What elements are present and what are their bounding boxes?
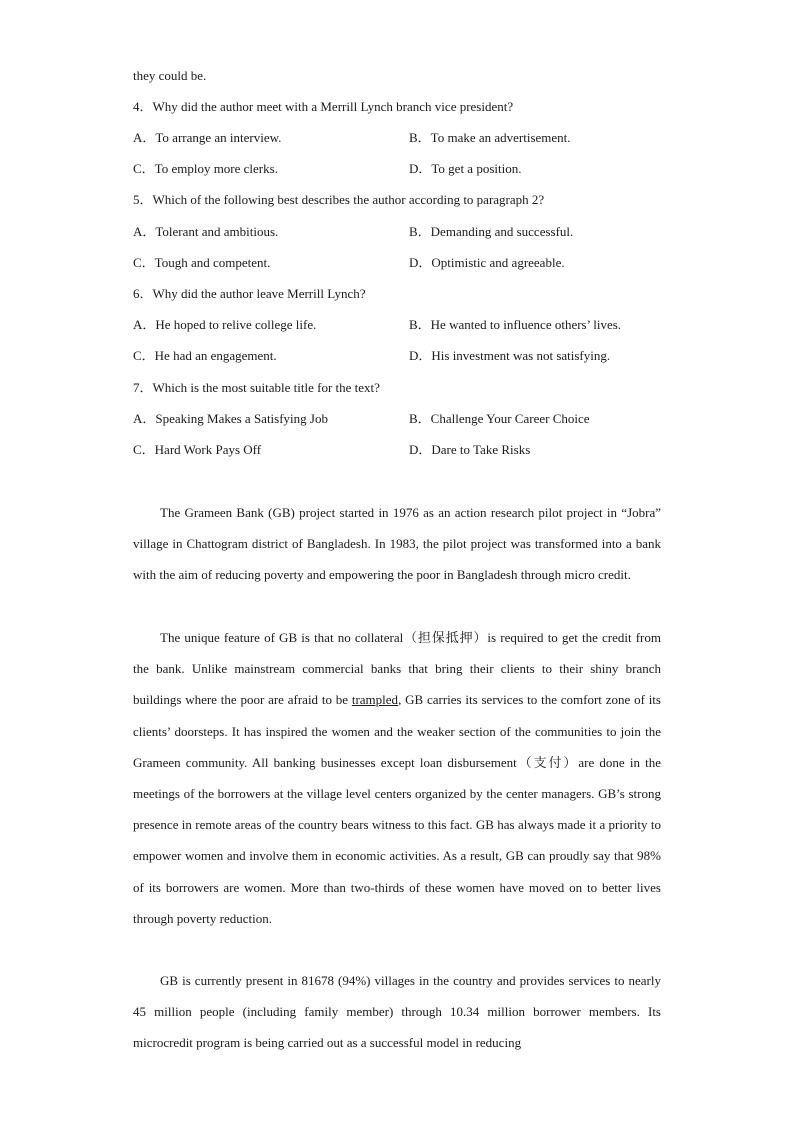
question-4-option-d: D．To get a position. <box>409 161 522 176</box>
intro-tail-text: they could be. <box>133 68 207 83</box>
question-5-option-a: A．Tolerant and ambitious. <box>133 224 279 239</box>
underlined-word-trampled: trampled <box>351 692 399 708</box>
question-7-option-c: C．Hard Work Pays Off <box>133 442 262 457</box>
passage-paragraph-1: The Grameen Bank (GB) project started in 1976 as an action research pilot project in “Jobra” village in Chattogram district of Bangladesh. In 1983, the pilot project was transformed into a bank with the aim of reducing poverty and empowering the poor in Bangladesh through micro credit. <box>133 505 661 583</box>
passage-paragraph-2-part-a: The unique feature of GB is that no collateral（担保抵押）is required to get the credit from the bank. Unlike mainstream commercial banks that bring their clients to their shiny branch buildings where the poor are afraid to be <box>133 630 661 708</box>
question-5-stem: 5．Which of the following best describes the author according to paragraph 2? <box>133 192 545 207</box>
question-5-option-b: B．Demanding and successful. <box>409 224 574 239</box>
question-7-stem: 7．Which is the most suitable title for the text? <box>133 380 380 395</box>
question-7-option-a: A．Speaking Makes a Satisfying Job <box>133 411 328 426</box>
question-4-option-b: B．To make an advertisement. <box>409 130 571 145</box>
passage-paragraph-3: GB is currently present in 81678 (94%) villages in the country and provides services to nearly 45 million people (including family member) through 10.34 million borrower members. Its microcredit program is being carried out as a successful model in reducing <box>133 973 661 1051</box>
passage-paragraph-2 <box>133 622 661 934</box>
question-4-stem: 4．Why did the author meet with a Merrill Lynch branch vice president? <box>133 99 514 114</box>
question-6-option-c: C．He had an engagement. <box>133 348 277 363</box>
question-6-option-a: A．He hoped to relive college life. <box>133 317 317 332</box>
question-5-option-d: D．Optimistic and agreeable. <box>409 255 565 270</box>
question-6-option-b: B．He wanted to influence others’ lives. <box>409 317 622 332</box>
question-5-option-c: C．Tough and competent. <box>133 255 271 270</box>
question-7-option-b: B．Challenge Your Career Choice <box>409 411 590 426</box>
question-7-option-d: D．Dare to Take Risks <box>409 442 531 457</box>
question-4-option-a: A．To arrange an interview. <box>133 130 282 145</box>
question-6-stem: 6．Why did the author leave Merrill Lynch? <box>133 286 366 301</box>
question-6-option-d: D．His investment was not satisfying. <box>409 348 611 363</box>
question-4-option-c: C．To employ more clerks. <box>133 161 278 176</box>
passage-paragraph-2-part-b: , GB carries its services to the comfort zone of its clients’ doorsteps. It has inspired the women and the weaker section of the communities to join the Grameen community. All banking businesses except loan disbursement（支付）are done in the meetings of the borrowers at the village level centers organized by the center managers. GB’s strong presence in remote areas of the country bears witness to this fact. GB has always made it a priority to empower women and involve them in economic activities. As a result, GB can proudly say that 98% of its borrowers are women. More than two-thirds of these women have moved on to better lives through poverty reduction. <box>133 692 661 926</box>
